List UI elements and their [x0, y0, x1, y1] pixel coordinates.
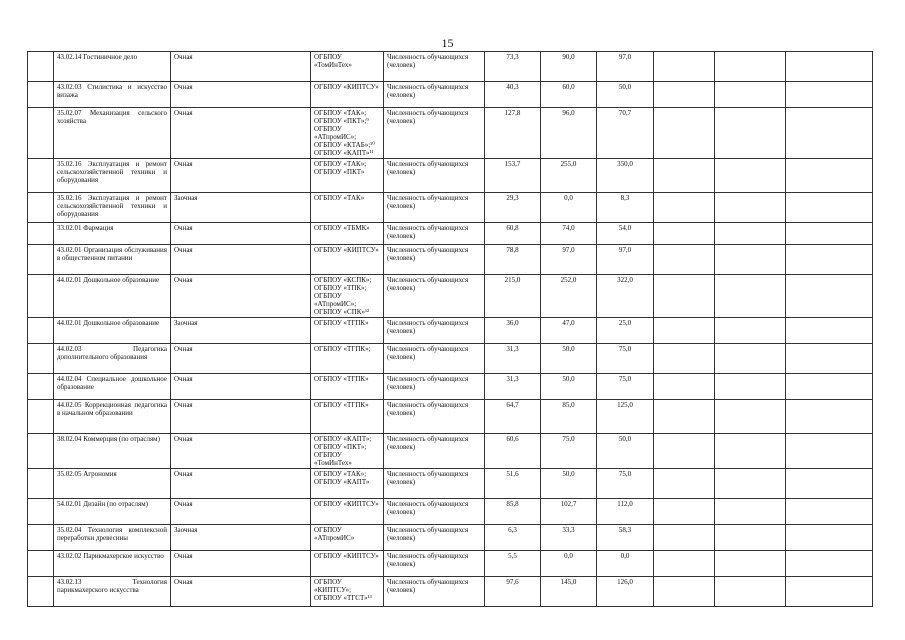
organizations-cell [311, 245, 384, 275]
value-cell: 102,7 [541, 499, 597, 525]
program-cell: 43.02.13 Технология парикмахерского искусства [54, 577, 171, 607]
value-cell: 75,0 [597, 344, 654, 374]
indicator-cell: Численность обучающихся (человек) [384, 577, 485, 607]
empty-cell [715, 525, 786, 551]
value-cell: 125,0 [597, 400, 654, 434]
organizations-cell [311, 434, 384, 469]
indicator-cell: Численность обучающихся (человек) [384, 499, 485, 525]
empty-cell [654, 159, 715, 193]
empty-cell [715, 223, 786, 245]
program-cell: 43.02.02 Парикмахерское искусство [54, 551, 171, 577]
value-cell: 74,0 [541, 223, 597, 245]
value-cell: 50,0 [597, 82, 654, 108]
value-cell: 85,8 [485, 499, 541, 525]
empty-cell [715, 82, 786, 108]
empty-cell [654, 108, 715, 159]
indicator-cell: Численность обучающихся (человек) [384, 52, 485, 82]
value-cell: 127,8 [485, 108, 541, 159]
empty-cell [715, 577, 786, 607]
organization-name: ОГБПОУ «ТомИнТех» [314, 53, 352, 69]
organization-name: ОГБПОУ «ТАК»; [314, 160, 367, 168]
empty-cell [654, 223, 715, 245]
row-number-cell [28, 525, 54, 551]
organizations-cell [311, 499, 384, 525]
organization-name: ОГБПОУ «КИПТСУ» [314, 552, 379, 560]
empty-cell [654, 434, 715, 469]
program-cell: 35.02.05 Агрономия [54, 469, 171, 499]
program-cell: 35.02.16 Эксплуатация и ремонт сельскохозяйственной техники и оборудования [54, 193, 171, 223]
row-number-cell [28, 275, 54, 318]
row-number-cell [28, 551, 54, 577]
empty-cell [786, 551, 873, 577]
value-cell: 145,0 [541, 577, 597, 607]
value-cell: 97,0 [597, 52, 654, 82]
row-number-cell [28, 193, 54, 223]
organization-name: ОГБПОУ «КТАБ»;¹⁰ [314, 141, 376, 149]
study-form-cell: Очная [171, 344, 311, 374]
empty-cell [715, 344, 786, 374]
organizations-cell [311, 400, 384, 434]
empty-cell [786, 400, 873, 434]
value-cell: 350,0 [597, 159, 654, 193]
empty-cell [786, 275, 873, 318]
value-cell: 60,8 [485, 223, 541, 245]
table-row [28, 82, 873, 108]
value-cell: 73,3 [485, 52, 541, 82]
empty-cell [715, 400, 786, 434]
organizations-cell [311, 344, 384, 374]
organization-name: ОГБПОУ «ТомИнТех» [314, 451, 352, 467]
row-number-cell [28, 108, 54, 159]
program-cell: 43.02.14 Гостиничное дело [54, 52, 171, 82]
organization-name: ОГБПОУ «АТпромИС» [314, 526, 355, 542]
study-form-cell: Очная [171, 82, 311, 108]
table-row [28, 551, 873, 577]
empty-cell [654, 245, 715, 275]
value-cell: 8,3 [597, 193, 654, 223]
value-cell: 31,3 [485, 374, 541, 400]
value-cell: 75,0 [597, 374, 654, 400]
programs-table [27, 51, 873, 607]
organization-name: ОГБПОУ «ТАК»; [314, 109, 367, 117]
study-form-cell: Очная [171, 434, 311, 469]
row-number-cell [28, 159, 54, 193]
study-form-cell: Очная [171, 499, 311, 525]
study-form-cell: Заочная [171, 318, 311, 344]
value-cell: 126,0 [597, 577, 654, 607]
empty-cell [786, 499, 873, 525]
organization-name: ОГБПОУ «ТГСТ»¹³ [314, 594, 372, 602]
value-cell: 58,3 [597, 525, 654, 551]
program-cell: 44.02.04 Специальное дошкольное образование [54, 374, 171, 400]
table-row [28, 469, 873, 499]
empty-cell [715, 245, 786, 275]
empty-cell [715, 275, 786, 318]
value-cell: 70,7 [597, 108, 654, 159]
empty-cell [786, 577, 873, 607]
indicator-cell: Численность обучающихся (человек) [384, 108, 485, 159]
organization-name: ОГБПОУ «АТпромИС»; [314, 125, 357, 141]
program-cell: 35.02.16 Эксплуатация и ремонт сельскохозяйственной техники и оборудования [54, 159, 171, 193]
empty-cell [715, 469, 786, 499]
indicator-cell: Численность обучающихся (человек) [384, 469, 485, 499]
empty-cell [654, 318, 715, 344]
value-cell: 36,0 [485, 318, 541, 344]
empty-cell [654, 469, 715, 499]
organization-name: ОГБПОУ «КСПК»; [314, 276, 372, 284]
table-row [28, 193, 873, 223]
indicator-cell: Численность обучающихся (человек) [384, 551, 485, 577]
empty-cell [654, 193, 715, 223]
empty-cell [654, 577, 715, 607]
value-cell: 5,5 [485, 551, 541, 577]
empty-cell [786, 374, 873, 400]
indicator-cell: Численность обучающихся (человек) [384, 82, 485, 108]
organizations-cell [311, 193, 384, 223]
organization-name: ОГБПОУ «ПКТ»;⁹ [314, 117, 369, 125]
value-cell: 85,0 [541, 400, 597, 434]
organizations-cell [311, 159, 384, 193]
indicator-cell: Численность обучающихся (человек) [384, 193, 485, 223]
empty-cell [786, 434, 873, 469]
indicator-cell: Численность обучающихся (человек) [384, 275, 485, 318]
value-cell: 322,0 [597, 275, 654, 318]
row-number-cell [28, 400, 54, 434]
program-cell: 44.02.01 Дошкольное образование [54, 275, 171, 318]
indicator-cell: Численность обучающихся (человек) [384, 223, 485, 245]
organizations-cell [311, 577, 384, 607]
table-row [28, 52, 873, 82]
empty-cell [786, 469, 873, 499]
table-row [28, 318, 873, 344]
table-row [28, 223, 873, 245]
study-form-cell: Очная [171, 159, 311, 193]
study-form-cell: Очная [171, 245, 311, 275]
program-cell: 44.02.01 Дошкольное образование [54, 318, 171, 344]
study-form-cell: Очная [171, 400, 311, 434]
value-cell: 153,7 [485, 159, 541, 193]
program-cell: 33.02.01 Фармация [54, 223, 171, 245]
empty-cell [654, 525, 715, 551]
empty-cell [786, 223, 873, 245]
value-cell: 97,0 [541, 245, 597, 275]
organizations-cell [311, 223, 384, 245]
empty-cell [654, 82, 715, 108]
row-number-cell [28, 245, 54, 275]
study-form-cell: Очная [171, 374, 311, 400]
value-cell: 25,0 [597, 318, 654, 344]
value-cell: 97,0 [597, 245, 654, 275]
study-form-cell: Очная [171, 551, 311, 577]
row-number-cell [28, 82, 54, 108]
organization-name: ОГБПОУ «ТГПК» [314, 375, 369, 383]
indicator-cell: Численность обучающихся (человек) [384, 400, 485, 434]
empty-cell [786, 82, 873, 108]
value-cell: 29,3 [485, 193, 541, 223]
row-number-cell [28, 434, 54, 469]
empty-cell [715, 434, 786, 469]
empty-cell [715, 551, 786, 577]
table-row [28, 577, 873, 607]
empty-cell [654, 344, 715, 374]
empty-cell [786, 159, 873, 193]
empty-cell [715, 499, 786, 525]
study-form-cell: Очная [171, 52, 311, 82]
indicator-cell: Численность обучающихся (человек) [384, 434, 485, 469]
row-number-cell [28, 223, 54, 245]
indicator-cell: Численность обучающихся (человек) [384, 374, 485, 400]
row-number-cell [28, 52, 54, 82]
empty-cell [786, 318, 873, 344]
empty-cell [786, 193, 873, 223]
table-row [28, 400, 873, 434]
organizations-cell [311, 469, 384, 499]
value-cell: 33,3 [541, 525, 597, 551]
organization-name: ОГБПОУ «КИПТСУ» [314, 246, 379, 254]
empty-cell [786, 52, 873, 82]
study-form-cell: Заочная [171, 193, 311, 223]
value-cell: 90,0 [541, 52, 597, 82]
value-cell: 97,6 [485, 577, 541, 607]
program-cell: 54.02.01 Дизайн (по отраслям) [54, 499, 171, 525]
value-cell: 60,0 [541, 82, 597, 108]
study-form-cell: Очная [171, 223, 311, 245]
empty-cell [654, 52, 715, 82]
program-cell: 43.02.01 Организация обслуживания в общественном питании [54, 245, 171, 275]
value-cell: 78,8 [485, 245, 541, 275]
table-row [28, 499, 873, 525]
empty-cell [786, 108, 873, 159]
organization-name: ОГБПОУ «КИПТСУ» [314, 500, 379, 508]
value-cell: 75,0 [541, 434, 597, 469]
organization-name: ОГБПОУ «ТГПК» [314, 319, 369, 327]
value-cell: 50,0 [597, 434, 654, 469]
empty-cell [715, 52, 786, 82]
study-form-cell: Очная [171, 108, 311, 159]
organizations-cell [311, 318, 384, 344]
empty-cell [715, 193, 786, 223]
program-cell: 44.02.03 Педагогика дополнительного образования [54, 344, 171, 374]
study-form-cell: Очная [171, 577, 311, 607]
empty-cell [715, 374, 786, 400]
empty-cell [654, 275, 715, 318]
organization-name: ОГБПОУ «ТПК»; [314, 284, 367, 292]
value-cell: 6,3 [485, 525, 541, 551]
organizations-cell [311, 82, 384, 108]
row-number-cell [28, 374, 54, 400]
value-cell: 47,0 [541, 318, 597, 344]
empty-cell [654, 499, 715, 525]
empty-cell [654, 551, 715, 577]
indicator-cell: Численность обучающихся (человек) [384, 344, 485, 374]
organization-name: ОГБПОУ «ПКТ» [314, 168, 365, 176]
program-cell: 35.02.04 Технология комплексной переработки древесины [54, 525, 171, 551]
table-row [28, 344, 873, 374]
row-number-cell [28, 318, 54, 344]
page-number: 15 [441, 36, 454, 50]
organization-name: ОГБПОУ «СПК»¹² [314, 308, 370, 316]
organization-name: ОГБПОУ «КИПТСУ» [314, 83, 379, 91]
indicator-cell: Численность обучающихся (человек) [384, 245, 485, 275]
value-cell: 51,6 [485, 469, 541, 499]
table-row [28, 108, 873, 159]
value-cell: 64,7 [485, 400, 541, 434]
table-body [28, 52, 873, 607]
organization-name: ОГБПОУ «ТГПК»; [314, 345, 371, 353]
value-cell: 50,0 [541, 374, 597, 400]
empty-cell [654, 400, 715, 434]
organization-name: ОГБПОУ «ТАК»; [314, 470, 367, 478]
empty-cell [654, 374, 715, 400]
organization-name: ОГБПОУ «КАПТ»; [314, 435, 372, 443]
study-form-cell: Очная [171, 469, 311, 499]
indicator-cell: Численность обучающихся (человек) [384, 525, 485, 551]
empty-cell [786, 525, 873, 551]
table-row [28, 245, 873, 275]
value-cell: 96,0 [541, 108, 597, 159]
organization-name: ОГБПОУ «ПКТ»; [314, 443, 367, 451]
value-cell: 54,0 [597, 223, 654, 245]
indicator-cell: Численность обучающихся (человек) [384, 159, 485, 193]
value-cell: 50,0 [541, 469, 597, 499]
value-cell: 255,0 [541, 159, 597, 193]
organization-name: ОГБПОУ «КАПТ» [314, 478, 370, 486]
row-number-cell [28, 499, 54, 525]
value-cell: 0,0 [597, 551, 654, 577]
empty-cell [715, 108, 786, 159]
value-cell: 215,0 [485, 275, 541, 318]
organizations-cell [311, 52, 384, 82]
organization-name: ОГБПОУ «КАПТ»¹¹ [314, 149, 374, 157]
organization-name: ОГБПОУ «ТГПК» [314, 401, 369, 409]
organizations-cell [311, 275, 384, 318]
value-cell: 75,0 [597, 469, 654, 499]
value-cell: 60,6 [485, 434, 541, 469]
program-cell: 44.02.05 Коррекционная педагогика в начальном образовании [54, 400, 171, 434]
organizations-cell [311, 525, 384, 551]
organizations-cell [311, 108, 384, 159]
value-cell: 0,0 [541, 551, 597, 577]
program-cell: 38.02.04 Коммерция (по отраслям) [54, 434, 171, 469]
value-cell: 50,0 [541, 344, 597, 374]
indicator-cell: Численность обучающихся (человек) [384, 318, 485, 344]
value-cell: 0,0 [541, 193, 597, 223]
organization-name: ОГБПОУ «КИПТСУ»; [314, 578, 352, 594]
study-form-cell: Заочная [171, 525, 311, 551]
row-number-cell [28, 577, 54, 607]
value-cell: 31,3 [485, 344, 541, 374]
organizations-cell [311, 374, 384, 400]
table-row [28, 159, 873, 193]
empty-cell [715, 318, 786, 344]
organization-name: ОГБПОУ «АТпромИС»; [314, 292, 357, 308]
row-number-cell [28, 344, 54, 374]
value-cell: 252,0 [541, 275, 597, 318]
organization-name: ОГБПОУ «ТАК» [314, 194, 365, 202]
program-cell: 43.02.03 Стилистика и искусство визажа [54, 82, 171, 108]
program-cell: 35.02.07 Механизация сельского хозяйства [54, 108, 171, 159]
organizations-cell [311, 551, 384, 577]
study-form-cell: Очная [171, 275, 311, 318]
table-row [28, 374, 873, 400]
value-cell: 40,3 [485, 82, 541, 108]
value-cell: 112,0 [597, 499, 654, 525]
empty-cell [786, 245, 873, 275]
organization-name: ОГБПОУ «ТБМК» [314, 224, 370, 232]
row-number-cell [28, 469, 54, 499]
table-row [28, 525, 873, 551]
empty-cell [786, 344, 873, 374]
table-row [28, 275, 873, 318]
table-row [28, 434, 873, 469]
empty-cell [715, 159, 786, 193]
